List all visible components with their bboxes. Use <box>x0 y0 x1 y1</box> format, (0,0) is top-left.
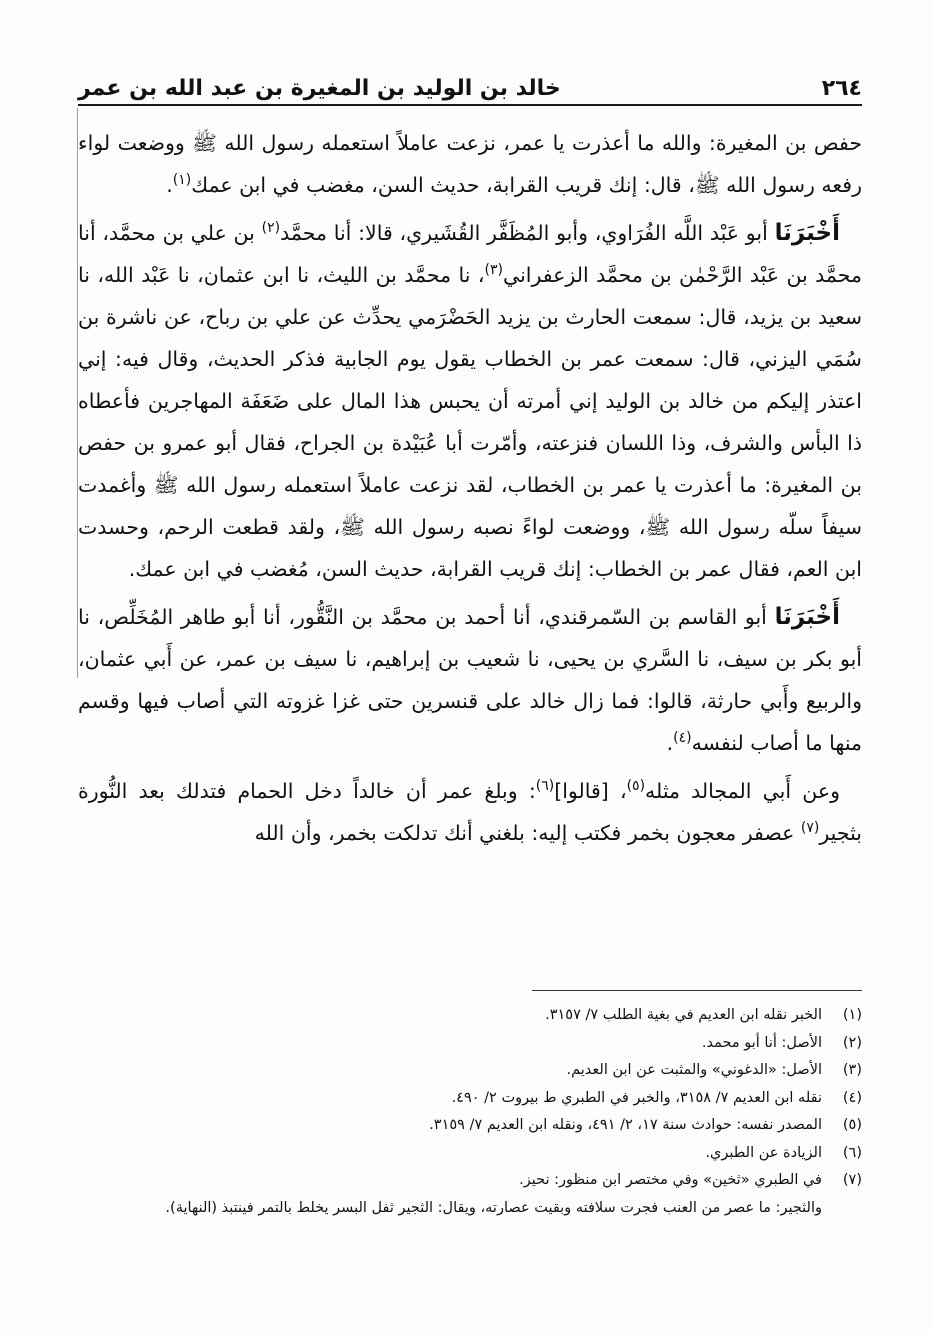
paragraph-2-text-b: بن علي بن محمَّد، أنا محمَّد بن عَبْد الرَّحْمٰن بن محمَّد الزعفراني <box>78 221 862 287</box>
paragraph-3 <box>78 596 862 764</box>
footnote-number: (٤) <box>842 1089 862 1106</box>
paragraph-4 <box>78 770 862 854</box>
footnote-7-continuation: والثجير: ما عصر من العنب فجرت سلافته وبقيت عصارته، ويقال: الثجير ثفل البسر يخلط بالتمر فينتبذ (النهاية). <box>165 1199 822 1216</box>
footnote-rule <box>532 990 862 991</box>
footnote <box>70 1085 862 1113</box>
footnote-text: نقله ابن العديم ٧/ ٣١٥٨، والخبر في الطبري ط بيروت ٢/ ٤٩٠. <box>451 1089 822 1106</box>
main-text <box>78 122 862 860</box>
footnotes <box>70 1002 862 1222</box>
footnote-text: الزيادة عن الطبري. <box>705 1144 822 1161</box>
footnote-number: (٧) <box>842 1172 862 1188</box>
paragraph-2-text-c: ، نا محمَّد بن الليث، نا ابن عثمان، نا عَبْد الله، نا سعيد بن يزيد، قال: سمعت الحارث بن يزيد الحَضْرَمي يحدِّث عن علي بن رباح، عن ناشرة بن سُمَي اليزني، قال: سمعت عمر بن الخطاب يقول يوم الجابية فذكر الحديث، وقال فيه: إني اعتذر إليكم من خالد بن الوليد إني أمرته أن يحبس هذا المال على ضَعَفَة المهاجرين فأعطاه ذا البأس والشرف، وذا اللسان فنزعته، وأمّرت أبا عُبَيْدة بن الجراح، فقال أبو عمرو بن حفص بن المغيرة: ما أعذرت يا عمر بن الخطاب، لقد نزعت عاملاً استعمله رسول الله ﷺ وأغمدت سيفاً سلّه رسول الله ﷺ، ووضعت لواءً نصبه رسول الله ﷺ، ولقد قطعت الرحم، وحسدت ابن العم، فقال عمر بن الخطاب: إنك قريب القرابة، حديث السن، مُغضب في ابن عمك. <box>78 263 862 581</box>
paragraph-4-text-d: عصفر معجون بخمر فكتب إليه: بلغني أنك تدلكت بخمر، وأن الله <box>254 821 801 845</box>
paragraph-3-text: أبو القاسم بن السّمرقندي، أنا أحمد بن محمَّد بن النَّقُّور، أنا أبو طاهر المُخَلِّص، نا أبو بكر بن سيف، نا السَّري بن يحيى، نا شعيب بن إبراهيم، نا سيف بن عمر، عن أَبي عثمان، والربيع وأَبي حارثة، قالوا: فما زال خالد على قنسرين حتى غزا غزوته التي أصاب فيها وقسم منها ما أصاب لنفسه <box>78 605 862 755</box>
footnote-text: الأصل: «الدغوني» والمثبت عن ابن العديم. <box>566 1062 822 1078</box>
footnote-number: (٦) <box>842 1144 862 1161</box>
page-number: ٢٦٤ <box>821 75 862 101</box>
paragraph-1-end: . <box>166 173 173 197</box>
footnote-text: المصدر نفسه: حوادث سنة ١٧، ٢/ ٤٩١، ونقله ابن العديم ٧/ ٣١٥٩. <box>429 1117 822 1133</box>
footnote-number: (٢) <box>842 1034 862 1051</box>
running-title: خالد بن الوليد بن المغيرة بن عبد الله بن عمر <box>78 75 561 101</box>
paragraph-4-text-b: ، [قالوا] <box>554 779 627 803</box>
footnote-ref-2: (٢) <box>261 220 281 237</box>
footnote-number: (٣) <box>842 1062 862 1078</box>
footnote <box>70 1112 862 1140</box>
footnote-ref-6: (٦) <box>535 778 555 795</box>
footnote-number: (١) <box>842 1007 862 1023</box>
paragraph-1 <box>78 122 862 206</box>
header-rule <box>78 104 862 106</box>
paragraph-4-text-a: وعن أَبي المجالد مثله <box>645 779 840 803</box>
paragraph-4-text-c: : وبلغ عمر أن خالداً دخل الحمام فتدلك بعد النُّورة بثجير <box>78 779 862 845</box>
footnote-text: الخبر نقله ابن العديم في بغية الطلب ٧/ ٣١٥٧. <box>545 1007 822 1023</box>
footnote <box>70 1030 862 1058</box>
akhbarana-lead: أَخْبَرَنَا <box>774 604 840 630</box>
footnote-ref-5: (٥) <box>626 778 646 795</box>
footnote-ref-4: (٤) <box>673 730 692 747</box>
running-header <box>78 58 862 102</box>
footnote-text: الأصل: أنا أبو محمد. <box>701 1034 822 1051</box>
footnote-ref-3: (٣) <box>484 262 503 279</box>
paragraph-2-text-a: أبو عَبْد اللَّه الفُرَاوي، وأبو المُظَفَّر القُشَيري، قالا: أنا محمَّد <box>280 221 775 245</box>
paragraph-2 <box>78 212 862 590</box>
footnote <box>70 1140 862 1168</box>
footnote-text: في الطبري «ثخين» وفي مختصر ابن منظور: نحيز. <box>519 1172 822 1188</box>
footnote-ref-1: (١) <box>172 172 192 189</box>
footnote <box>70 1002 862 1030</box>
footnote-number: (٥) <box>842 1117 862 1133</box>
paragraph-3-end: . <box>666 731 674 755</box>
akhbarana-lead: أَخْبَرَنَا <box>774 220 840 246</box>
footnote <box>70 1057 862 1085</box>
footnote-ref-7: (٧) <box>800 820 820 837</box>
paragraph-1-text: حفص بن المغيرة: والله ما أعذرت يا عمر، نزعت عاملاً استعمله رسول الله ﷺ ووضعت لواء رفعه رسول الله ﷺ، قال: إنك قريب القرابة، حديث السن، مغضب في ابن عمك <box>78 131 862 197</box>
footnote <box>70 1167 862 1195</box>
